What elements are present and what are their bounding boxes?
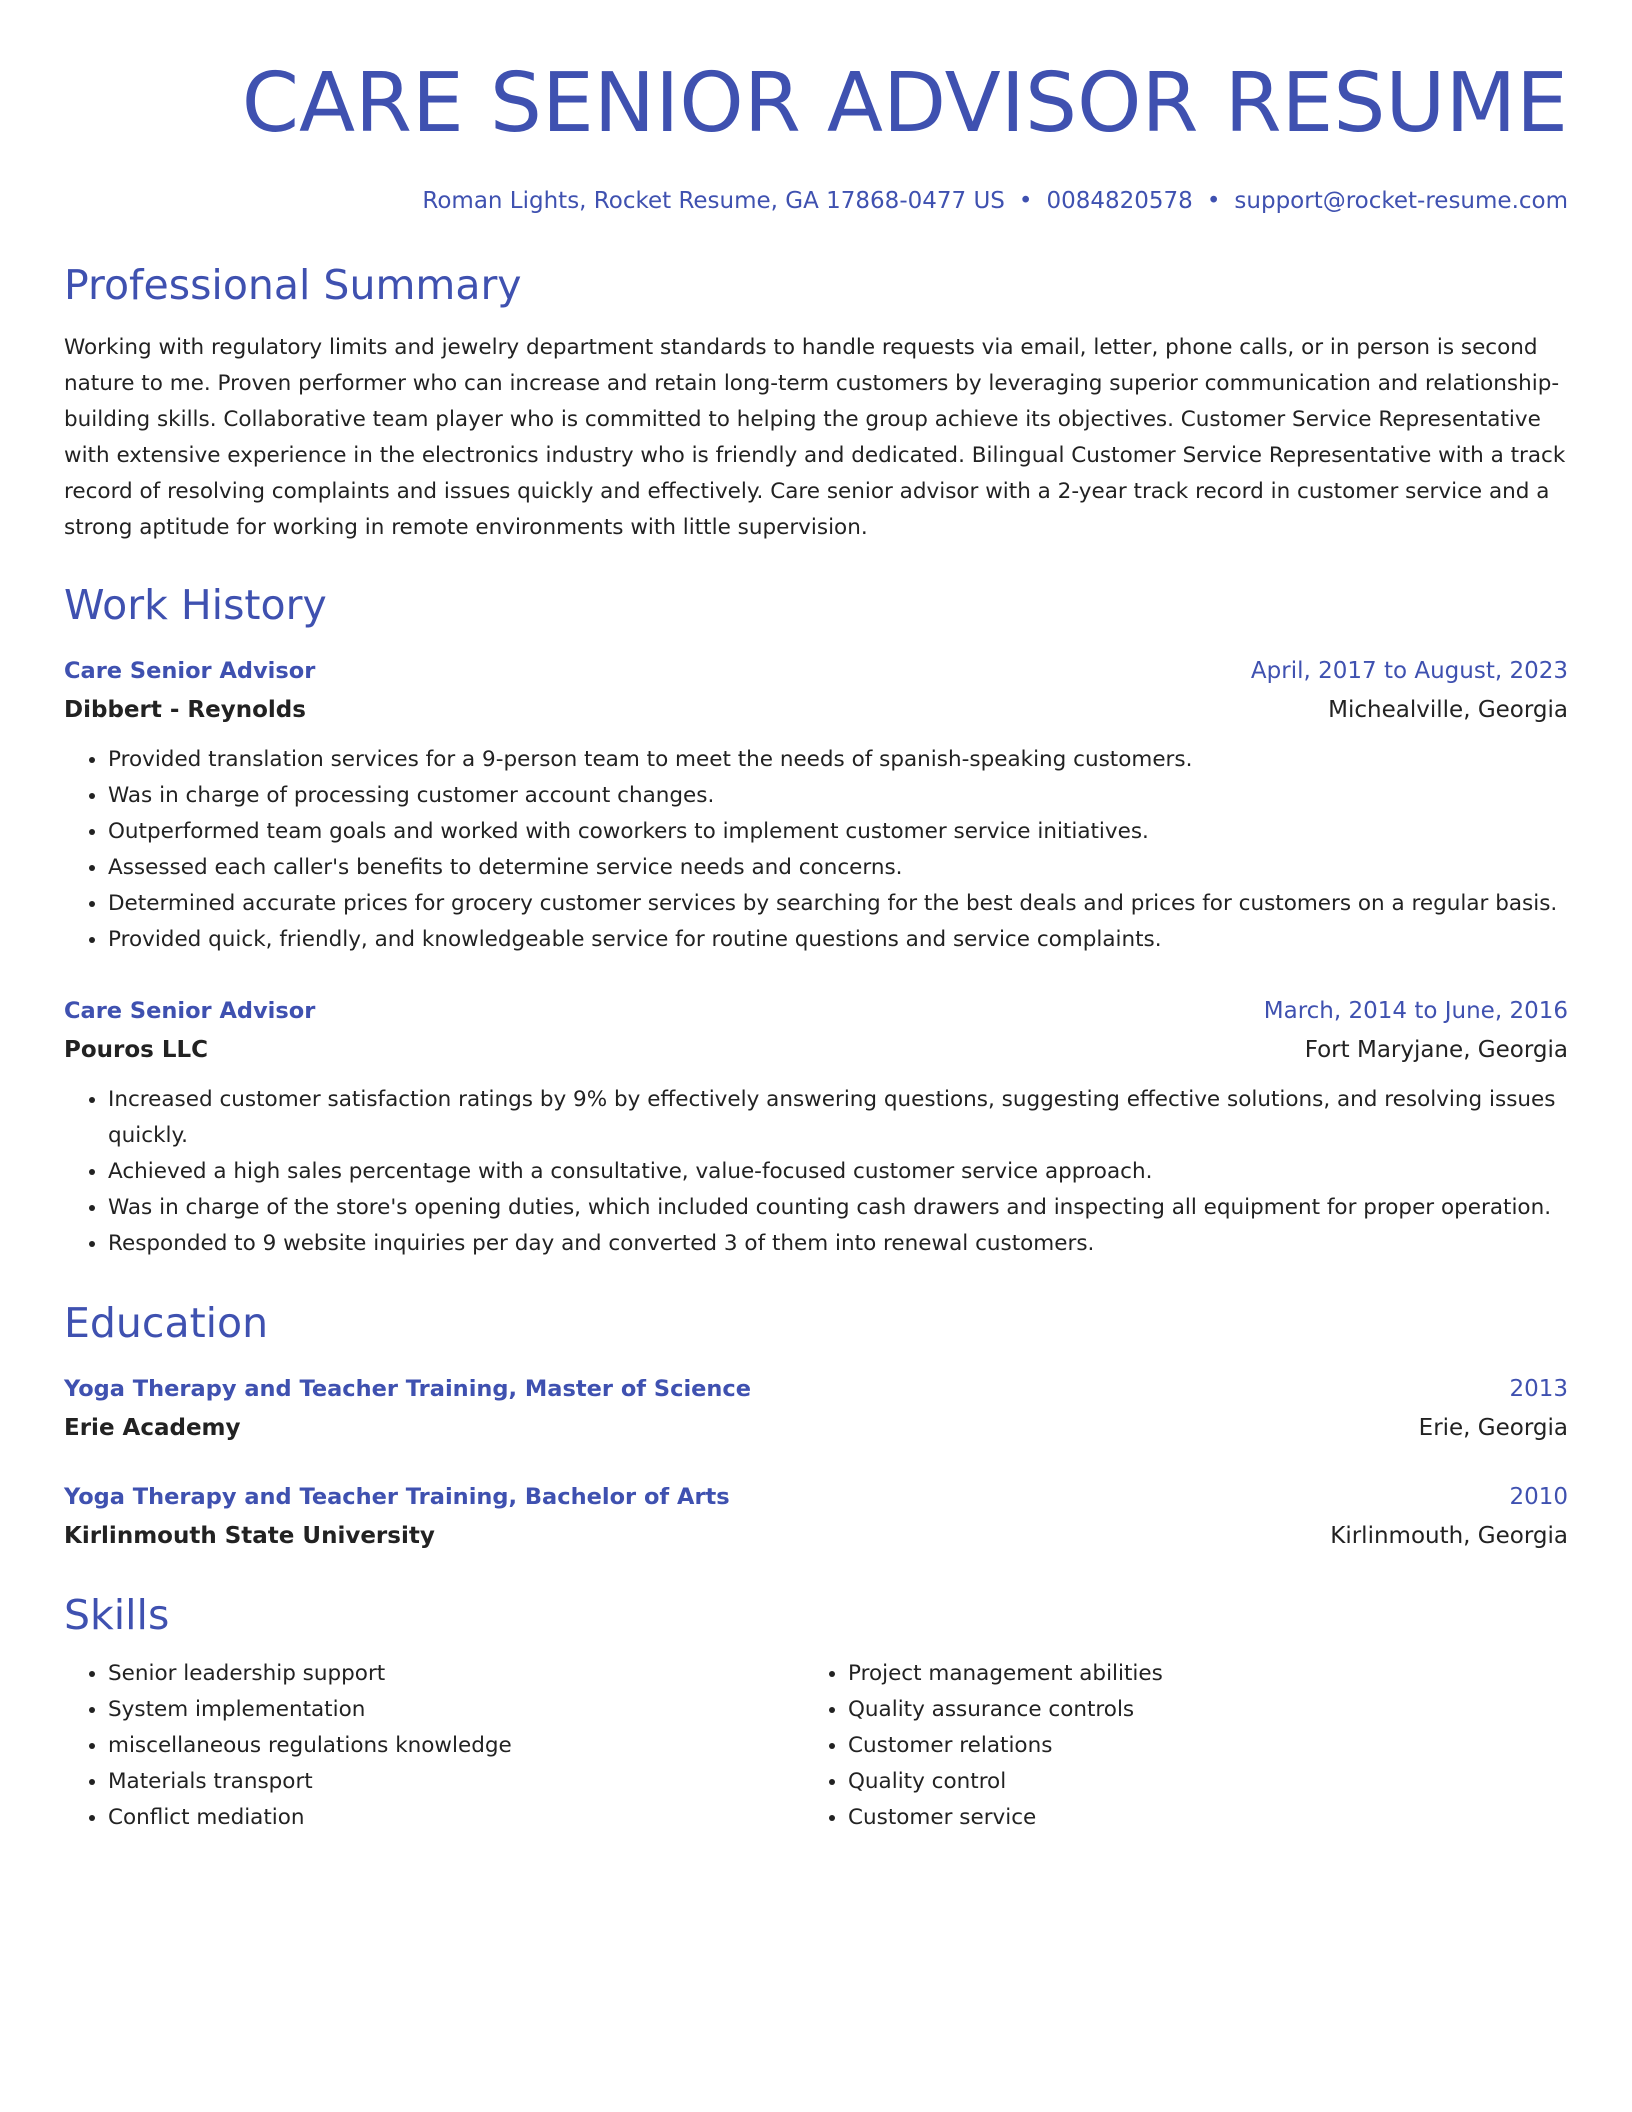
job-company-row xyxy=(64,1030,1568,1070)
education-school: Erie Academy xyxy=(64,1415,241,1441)
skills-column-right xyxy=(804,1656,1544,1836)
education-school-row xyxy=(64,1516,1568,1556)
job-company-row xyxy=(64,690,1568,730)
education-heading: Education xyxy=(64,1299,269,1347)
education-entry xyxy=(64,1478,1568,1556)
job-entry xyxy=(64,992,1568,1262)
job-bullet: • Determined accurate prices for grocery customer services by searching for the best deals and prices for customers on a regular basis. xyxy=(108,886,1568,922)
work-history-heading: Work History xyxy=(64,581,327,629)
education-school-row xyxy=(64,1408,1568,1448)
job-bullets xyxy=(64,742,1568,958)
education-location: Erie, Georgia xyxy=(1418,1415,1568,1441)
job-location: Michealville, Georgia xyxy=(1328,697,1568,723)
education-entry xyxy=(64,1370,1568,1448)
job-title-row xyxy=(64,992,1568,1030)
skill-item: • System implementation xyxy=(108,1692,804,1728)
skill-item: • Quality control xyxy=(848,1764,1544,1800)
education-year: 2013 xyxy=(1509,1376,1568,1402)
skills-grid xyxy=(64,1656,1568,1836)
education-location: Kirlinmouth, Georgia xyxy=(1330,1523,1568,1549)
job-bullet: • Responded to 9 website inquiries per day and converted 3 of them into renewal customers. xyxy=(108,1226,1568,1262)
summary-heading: Professional Summary xyxy=(64,261,522,309)
job-bullet: • Achieved a high sales percentage with a consultative, value-focused customer service approach. xyxy=(108,1154,1568,1190)
education-degree-row xyxy=(64,1370,1568,1408)
contact-line xyxy=(64,186,1568,216)
resume-header xyxy=(64,58,1568,216)
job-bullet: • Provided quick, friendly, and knowledgeable service for routine questions and service complaints. xyxy=(108,922,1568,958)
resume-title: CARE SENIOR ADVISOR RESUME xyxy=(241,56,1568,151)
skill-item: • Customer service xyxy=(848,1800,1544,1836)
job-title-row xyxy=(64,652,1568,690)
skill-item: • Senior leadership support xyxy=(108,1656,804,1692)
job-bullet: • Provided translation services for a 9-person team to meet the needs of spanish-speaking customers. xyxy=(108,742,1568,778)
education-degree: Yoga Therapy and Teacher Training, Bachelor of Arts xyxy=(64,1484,730,1510)
contact-separator: • xyxy=(1206,188,1221,214)
skill-item: • Quality assurance controls xyxy=(848,1692,1544,1728)
skill-item: • Customer relations xyxy=(848,1728,1544,1764)
summary-text: Working with regulatory limits and jewelry department standards to handle requests via email, letter, phone calls, or in person is second nature to me. Proven performer who can increase and retain long-term customers by leveraging superior communication and relationship-building skills. Collaborative team player who is committed to helping the group achieve its objectives. Customer Service Representative with extensive experience in the electronics industry who is friendly and dedicated. Bilingual Customer Service Representative with a track record of resolving complaints and issues quickly and effectively. Care senior advisor with a 2-year track record in customer service and a strong aptitude for working in remote environments with little supervision. xyxy=(64,335,1566,540)
education-year: 2010 xyxy=(1509,1484,1568,1510)
education-section xyxy=(64,1298,1568,1556)
job-entry xyxy=(64,652,1568,958)
skill-item: • Materials transport xyxy=(108,1764,804,1800)
job-bullets xyxy=(64,1082,1568,1262)
education-degree-row xyxy=(64,1478,1568,1516)
job-dates: March, 2014 to June, 2016 xyxy=(1263,998,1568,1024)
job-bullet: • Outperformed team goals and worked with coworkers to implement customer service initiatives. xyxy=(108,814,1568,850)
job-company: Pouros LLC xyxy=(64,1037,209,1063)
skill-item: • Conflict mediation xyxy=(108,1800,804,1836)
contact-address: Roman Lights, Rocket Resume, GA 17868-0477 US xyxy=(422,188,1005,214)
contact-email[interactable]: support@rocket-resume.com xyxy=(1234,188,1568,214)
skills-section xyxy=(64,1590,1568,1836)
job-bullet: • Was in charge of processing customer account changes. xyxy=(108,778,1568,814)
skill-item: • Project management abilities xyxy=(848,1656,1544,1692)
job-bullet: • Assessed each caller's benefits to determine service needs and concerns. xyxy=(108,850,1568,886)
job-company: Dibbert - Reynolds xyxy=(64,697,306,723)
work-history-section xyxy=(64,580,1568,1262)
job-title: Care Senior Advisor xyxy=(64,998,316,1024)
job-bullet: • Increased customer satisfaction ratings by 9% by effectively answering questions, suggesting effective solutions, and resolving issues quickly. xyxy=(108,1082,1568,1154)
contact-phone: 0084820578 xyxy=(1046,188,1193,214)
education-degree: Yoga Therapy and Teacher Training, Master of Science xyxy=(64,1376,752,1402)
contact-separator: • xyxy=(1018,188,1033,214)
job-title: Care Senior Advisor xyxy=(64,658,316,684)
job-dates: April, 2017 to August, 2023 xyxy=(1250,658,1568,684)
skill-item: • miscellaneous regulations knowledge xyxy=(108,1728,804,1764)
job-location: Fort Maryjane, Georgia xyxy=(1304,1037,1568,1063)
skills-column-left xyxy=(64,1656,804,1836)
job-bullet: • Was in charge of the store's opening duties, which included counting cash drawers and inspecting all equipment for proper operation. xyxy=(108,1190,1568,1226)
skills-heading: Skills xyxy=(64,1591,170,1639)
summary-section xyxy=(64,260,1568,546)
education-school: Kirlinmouth State University xyxy=(64,1523,435,1549)
